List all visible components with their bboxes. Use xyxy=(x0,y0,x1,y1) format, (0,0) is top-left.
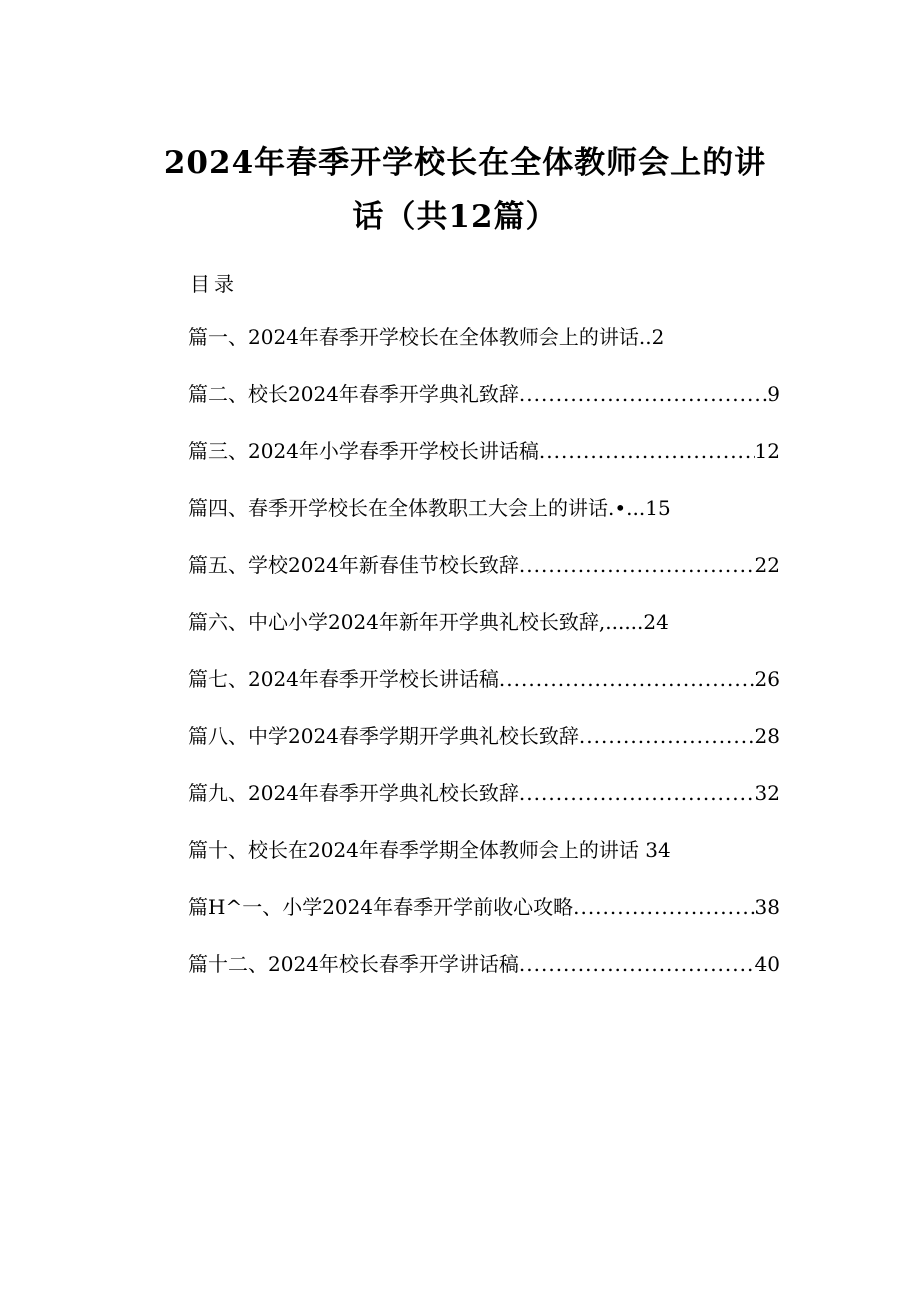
dot-leader xyxy=(539,432,755,470)
toc-page-number: 22 xyxy=(754,553,780,577)
toc-entry-12[interactable] xyxy=(188,945,780,1002)
toc-page-number: 9 xyxy=(767,382,780,406)
toc-entry-6[interactable] xyxy=(188,603,780,660)
toc-page-number: 28 xyxy=(754,724,780,748)
dot-leader xyxy=(519,774,755,812)
toc-entry-11[interactable] xyxy=(188,888,780,945)
title-line-1: 2024年春季开学校长在全体教师会上的讲 xyxy=(163,145,767,181)
dot-leader xyxy=(519,945,755,983)
toc-entry-text: 篇八、中学2024春季学期开学典礼校长致辞 xyxy=(188,724,579,748)
toc-entry-1[interactable] xyxy=(188,318,780,375)
toc-page-number: 32 xyxy=(754,781,780,805)
toc-entry-text: 篇一、2024年春季开学校长在全体教师会上的讲话..2 xyxy=(188,325,665,349)
toc-entry-text: 篇四、春季开学校长在全体教职工大会上的讲话.•...15 xyxy=(188,496,671,520)
toc-entry-4[interactable] xyxy=(188,489,780,546)
toc-entry-text: 篇十二、2024年校长春季开学讲话稿 xyxy=(188,952,519,976)
toc-heading: 目录 xyxy=(190,272,238,296)
toc-entry-9[interactable] xyxy=(188,774,780,831)
dot-leader xyxy=(519,375,767,413)
toc-page-number: 38 xyxy=(754,895,780,919)
toc-page-number: 12 xyxy=(754,439,780,463)
toc-entry-5[interactable] xyxy=(188,546,780,603)
dot-leader xyxy=(573,888,754,926)
toc-entry-10[interactable] xyxy=(188,831,780,888)
table-of-contents xyxy=(188,318,780,1002)
toc-entry-text: 篇三、2024年小学春季开学校长讲话稿 xyxy=(188,439,539,463)
toc-page-number: 40 xyxy=(754,952,780,976)
toc-page-number: 26 xyxy=(754,667,780,691)
toc-entry-text: 篇二、校长2024年春季开学典礼致辞 xyxy=(188,382,519,406)
dot-leader xyxy=(499,660,755,698)
toc-entry-3[interactable] xyxy=(188,432,780,489)
toc-entry-text: 篇九、2024年春季开学典礼校长致辞 xyxy=(188,781,519,805)
toc-entry-text: 篇七、2024年春季开学校长讲话稿 xyxy=(188,667,499,691)
toc-entry-8[interactable] xyxy=(188,717,780,774)
toc-entry-text: 篇H^一、小学2024年春季开学前收心攻略 xyxy=(188,895,574,919)
toc-entry-7[interactable] xyxy=(188,660,780,717)
toc-entry-text: 篇五、学校2024年新春佳节校长致辞 xyxy=(188,553,519,577)
toc-entry-text: 篇六、中心小学2024年新年开学典礼校长致辞,......24 xyxy=(188,610,669,634)
toc-entry-text: 篇十、校长在2024年春季学期全体教师会上的讲话 34 xyxy=(188,838,671,862)
dot-leader xyxy=(519,546,755,584)
document-title xyxy=(150,136,780,244)
title-line-2: 话（共12篇） xyxy=(352,199,558,235)
toc-entry-2[interactable] xyxy=(188,375,780,432)
dot-leader xyxy=(579,717,755,755)
